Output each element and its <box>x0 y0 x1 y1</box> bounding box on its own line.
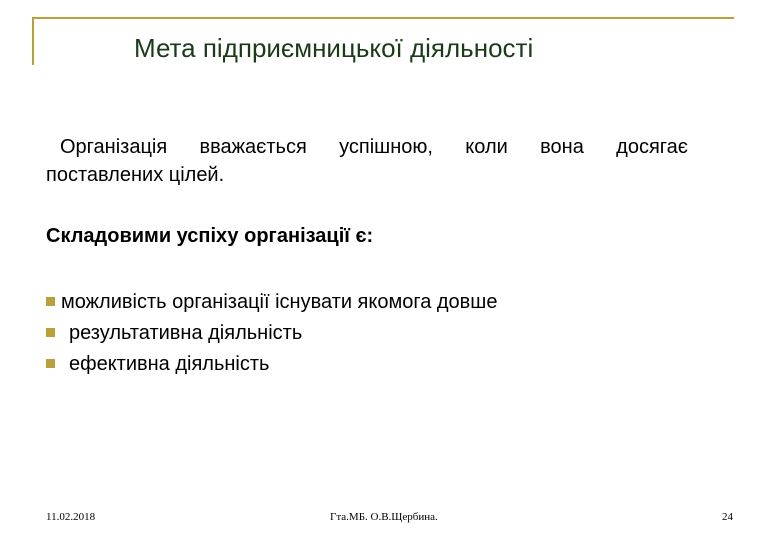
bullet-list <box>46 287 497 380</box>
slide-title: Мета підприємницької діяльності <box>134 33 534 63</box>
frame-top-border <box>32 17 734 19</box>
footer-date: 11.02.2018 <box>46 511 96 523</box>
subheading: Складовими успіху організації є: <box>46 225 374 247</box>
bullet-text: можливість організації існувати якомога довше <box>61 291 498 313</box>
square-bullet-icon <box>46 297 55 306</box>
list-item <box>46 349 497 380</box>
list-item <box>46 287 497 318</box>
frame-left-border <box>32 17 34 65</box>
intro-paragraph-line-2: поставлених цілей. <box>46 164 225 186</box>
intro-paragraph-line-1: Організація вважається успішною, коли вона досягає <box>60 136 688 158</box>
footer-page-number: 24 <box>722 511 733 523</box>
bullet-text: ефективна діяльність <box>69 353 270 375</box>
list-item <box>46 318 497 349</box>
square-bullet-icon <box>46 328 55 337</box>
square-bullet-icon <box>46 359 55 368</box>
intro-paragraph <box>46 133 688 189</box>
bullet-text: результативна діяльність <box>69 322 303 344</box>
footer-author: Гта.МБ. О.В.Щербина. <box>330 511 438 523</box>
